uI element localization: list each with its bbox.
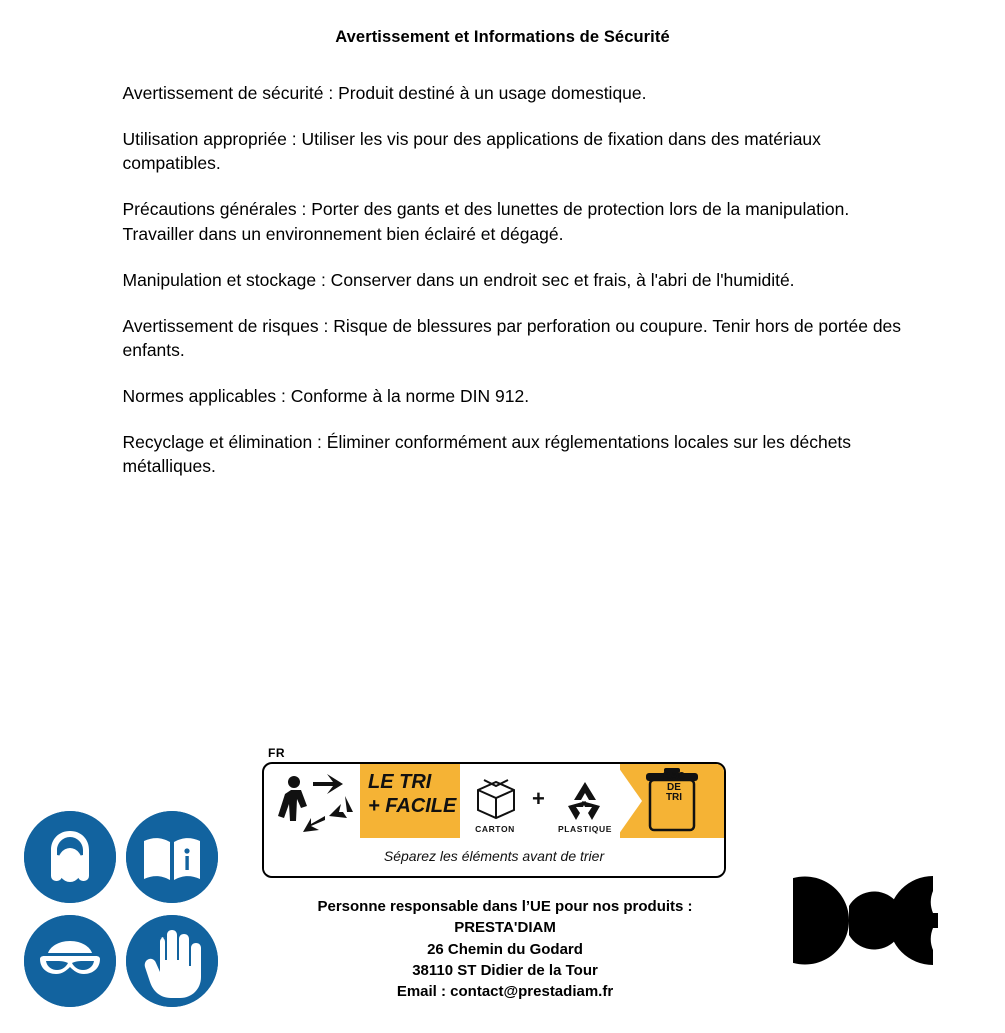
- paragraph-handling-storage: Manipulation et stockage : Conserver dans un endroit sec et frais, à l'abri de l'humidité.: [122, 269, 795, 290]
- carton-icon: [468, 776, 524, 820]
- page-title: Avertissement et Informations de Sécurité: [335, 28, 670, 46]
- ear-protection-icon: [24, 811, 116, 903]
- responsible-person-block: [215, 896, 795, 1002]
- safety-pictogram-group: [18, 811, 228, 1021]
- eye-protection-icon: [24, 915, 116, 1007]
- document-body: [53, 81, 953, 479]
- responsible-person-line-1: Personne responsable dans l’UE pour nos produits :: [317, 898, 693, 915]
- responsible-person-street: 26 Chemin du Godard: [427, 940, 583, 958]
- read-instructions-icon: [126, 811, 218, 903]
- triman-headline-line2: + FACILE: [368, 795, 457, 817]
- triman-language-code: FR: [268, 746, 285, 760]
- paragraph-recycling-disposal: Recyclage et élimination : Éliminer conformément aux réglementations locales sur les déchets métalliques.: [122, 432, 852, 477]
- triman-headline: [368, 772, 460, 816]
- responsible-person-company: PRESTA'DIAM: [454, 919, 556, 937]
- triman-logo-icon: [264, 764, 360, 838]
- bin-label-line3: TRI: [665, 792, 683, 803]
- paragraph-general-precautions: Précautions générales : Porter des gants et des lunettes de protection lors de la manipulation. Travailler dans un environnement bien éclairé et dégagé.: [122, 199, 850, 244]
- bin-label: [646, 772, 702, 804]
- caption-plastique: PLASTIQUE: [557, 824, 613, 834]
- caption-carton: CARTON: [475, 824, 515, 834]
- triman-footer-text: Séparez les éléments avant de trier: [264, 838, 724, 874]
- triman-headline-line1: LE TRI: [368, 771, 432, 793]
- paragraph-standards: Normes applicables : Conforme à la norme DIN 912.: [122, 386, 530, 407]
- bin-label-line2: DE: [667, 781, 681, 793]
- ce-marking-icon: [793, 868, 943, 973]
- paragraph-proper-use: Utilisation appropriée : Utiliser les vis pour des applications de fixation dans des matériaux compatibles.: [122, 129, 821, 174]
- plus-sign: +: [532, 786, 545, 811]
- protective-gloves-icon: [126, 915, 218, 1007]
- triman-recycling-label: [262, 746, 724, 876]
- plastic-recycling-icon: [556, 776, 614, 820]
- bin-label-line1: BAC: [663, 771, 685, 782]
- paragraph-risk-warning: Avertissement de risques : Risque de blessures par perforation ou coupure. Tenir hors de portée des enfants.: [122, 315, 902, 360]
- responsible-person-email: Email : contact@prestadiam.fr: [396, 983, 614, 1001]
- paragraph-safety-warning: Avertissement de sécurité : Produit destiné à un usage domestique.: [122, 83, 647, 103]
- responsible-person-city: 38110 ST Didier de la Tour: [412, 961, 598, 979]
